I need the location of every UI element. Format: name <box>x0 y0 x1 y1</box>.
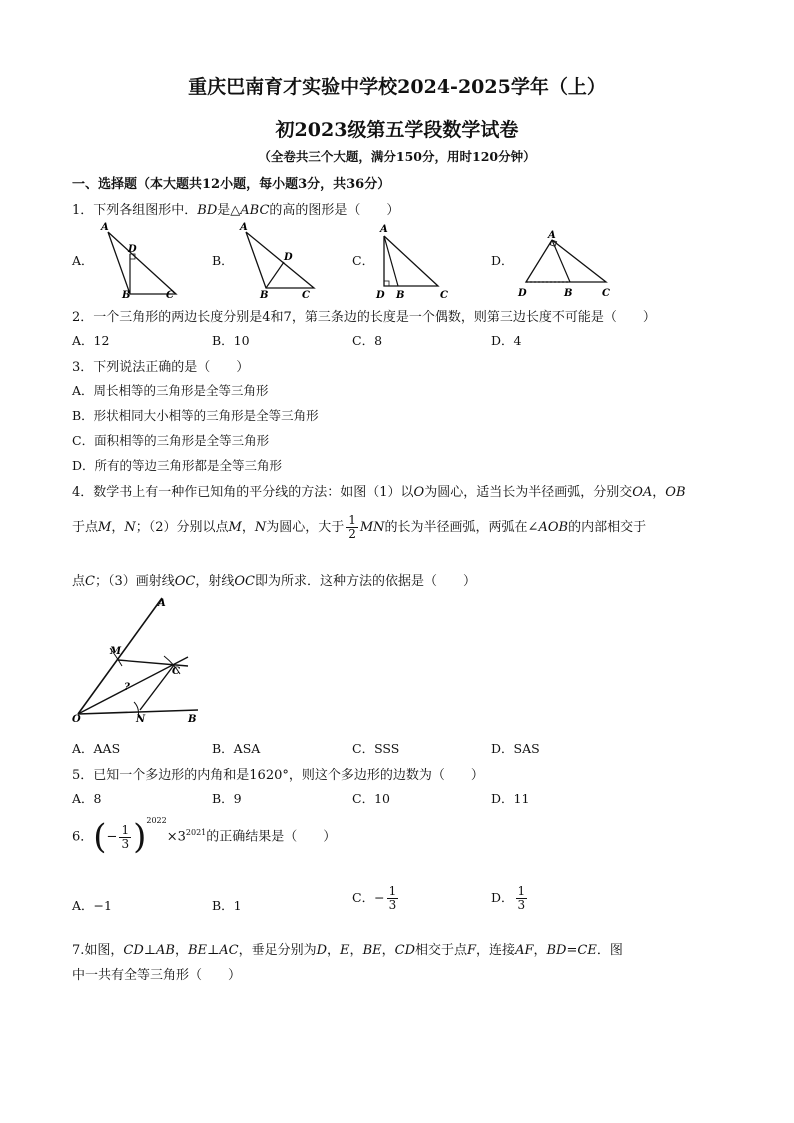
q1-figure-b <box>236 218 326 300</box>
q4-fraction <box>346 514 358 541</box>
q2-option-d: D．4 <box>491 333 522 348</box>
fig-b-label-a: A <box>240 222 248 233</box>
q1-figure-a <box>96 218 186 300</box>
q6-paren-right: ) <box>133 817 147 857</box>
q6-paren-left: ( <box>93 817 107 857</box>
page-title: 重庆巴南育才实验中学校2024-2025学年（上） <box>188 76 606 98</box>
q6-option-c-sign: − <box>374 890 385 905</box>
question-6 <box>72 817 336 857</box>
q4-fig-label-mark: ? <box>124 682 130 693</box>
q6-text: 的正确结果是（ ） <box>206 829 337 845</box>
q1-option-d: D． <box>491 253 514 268</box>
q1-figure-c <box>372 218 462 300</box>
q6-option-a: A．−1 <box>72 898 112 913</box>
q7-text: ．图 <box>596 943 623 958</box>
q7-var: BD=CE <box>546 943 597 958</box>
q4-text: ，射线 <box>195 574 235 589</box>
q7-text: 相交于点 <box>415 943 468 958</box>
q4-fig-label-a: A <box>158 598 166 609</box>
q4-text: 为圆心，适当长为半径画弧，分别交 <box>424 485 633 500</box>
question-4-line3 <box>72 570 476 589</box>
q7-text: ， <box>533 943 547 958</box>
fig-a-label-d: D <box>128 244 137 255</box>
q4-text: 点 <box>72 574 86 589</box>
q4-figure <box>68 592 213 728</box>
q6-times: ×3 <box>166 829 186 845</box>
q7-text: ， <box>174 943 188 958</box>
question-2: 2．一个三角形的两边长度分别是4和7，第三条边的长度是一个偶数，则第三边长度不可能是（ ） <box>72 310 656 325</box>
q2-option-b: B．10 <box>212 333 250 348</box>
q7-var: D <box>316 943 328 958</box>
q7-var: BE⊥AC <box>187 943 239 958</box>
q7-text: ，连接 <box>476 943 516 958</box>
q4-text: ， <box>241 520 255 535</box>
q7-text: ， <box>327 943 341 958</box>
q5-option-c: C．10 <box>352 791 390 806</box>
q7-var: CD⊥AB <box>123 943 175 958</box>
q3-option-d: D．所有的等边三角形都是全等三角形 <box>72 458 283 473</box>
q4-fig-label-o: O <box>72 714 81 725</box>
q4-text: ；（2）分别以点 <box>135 520 229 535</box>
q1-text2: 是△ <box>217 203 241 218</box>
frac-num: 1 <box>517 884 526 898</box>
q4-var: M <box>98 520 112 535</box>
frac-num: 1 <box>388 884 397 898</box>
q4-option-d: D．SAS <box>491 741 540 756</box>
q6-option-c-fraction <box>387 885 399 912</box>
q5-option-d: D．11 <box>491 791 530 806</box>
q7-text: ， <box>381 943 395 958</box>
exam-info: （全卷共三个大题，满分150分，用时120分钟） <box>258 149 536 164</box>
fig-b-label-b: B <box>260 290 269 300</box>
q6-option-c-label: C． <box>352 890 375 905</box>
q4-var: OC <box>174 574 196 589</box>
question-4-line2 <box>72 514 646 541</box>
q7-var: BE <box>362 943 382 958</box>
question-7-line2: 中一共有全等三角形（ ） <box>72 968 242 983</box>
question-4-line1 <box>72 481 686 500</box>
fig-c-label-c: C <box>440 290 448 300</box>
q1-var-abc: ABC <box>240 203 270 218</box>
q4-var: AOB <box>538 520 569 535</box>
q1-figure-d <box>512 226 617 300</box>
q4-var: N <box>254 520 267 535</box>
q4-text: 于点 <box>72 520 99 535</box>
q4-var: OB <box>665 485 686 500</box>
q7-var: E <box>340 943 350 958</box>
fig-c-label-b: B <box>396 290 405 300</box>
q4-text: 即为所求．这种方法的依据是（ ） <box>254 574 476 589</box>
fig-c-label-d: D <box>376 290 385 300</box>
question-7-line1 <box>72 939 623 958</box>
fig-d-label-a: A <box>548 230 556 241</box>
q4-text: ；（3）画射线 <box>94 574 175 589</box>
fig-a-label-b: B <box>122 290 131 300</box>
fig-b-label-c: C <box>302 290 310 300</box>
fig-d-label-c: C <box>602 288 610 299</box>
q1-option-c: C． <box>352 253 375 268</box>
q1-var-bd: BD <box>197 203 218 218</box>
frac-den: 3 <box>388 898 397 912</box>
q7-var: F <box>467 943 477 958</box>
frac-den: 3 <box>121 836 130 851</box>
q2-option-c: C．8 <box>352 333 383 348</box>
q4-text: 为圆心，大于 <box>266 520 345 535</box>
q4-var: OC <box>234 574 255 589</box>
section-heading: 一、选择题（本大题共12小题，每小题3分，共36分） <box>72 177 391 192</box>
q4-var: C <box>85 574 95 589</box>
q4-var: M <box>228 520 242 535</box>
page-title-line2: 初2023级第五学段数学试卷 <box>275 119 519 141</box>
fig-b-label-d: D <box>284 252 293 263</box>
q7-text: ，垂足分别为 <box>238 943 317 958</box>
q6-option-b: B．1 <box>212 898 242 913</box>
q4-text: 4．数学书上有一种作已知角的平分线的方法：如图（1）以 <box>72 485 414 500</box>
q3-option-c: C．面积相等的三角形是全等三角形 <box>72 433 270 448</box>
q4-text: 的长为半径画弧，两弧在∠ <box>384 520 539 535</box>
q6-number: 6． <box>72 829 94 845</box>
q4-text: ， <box>652 485 666 500</box>
question-5: 5．已知一个多边形的内角和是1620°，则这个多边形的边数为（ ） <box>72 768 484 783</box>
q4-option-b: B．ASA <box>212 741 261 756</box>
frac-den: 2 <box>348 527 356 541</box>
frac-num: 1 <box>121 822 130 837</box>
q6-option-d-fraction <box>516 885 528 912</box>
frac-den: 3 <box>517 898 526 912</box>
q4-var: O <box>413 485 425 500</box>
q5-option-a: A．8 <box>72 791 102 806</box>
frac-num: 1 <box>348 513 356 527</box>
q4-fig-label-m: M <box>110 646 122 657</box>
q6-minus: − <box>106 829 118 845</box>
q4-fig-label-b: B <box>188 714 197 725</box>
fig-d-label-d: D <box>518 288 527 299</box>
q6-option-c <box>352 885 400 912</box>
fig-c-label-a: A <box>380 224 388 235</box>
q5-option-b: B．9 <box>212 791 242 806</box>
q6-option-d <box>491 885 529 912</box>
q4-text: 的内部相交于 <box>568 520 647 535</box>
q6-fraction <box>119 824 131 851</box>
question-3: 3．下列说法正确的是（ ） <box>72 360 250 375</box>
q4-fig-label-c: C <box>172 666 180 677</box>
q7-text: ， <box>349 943 363 958</box>
q7-var: AF <box>515 943 534 958</box>
q4-text: ， <box>111 520 125 535</box>
q6-exponent-2: 2021 <box>185 828 207 838</box>
q6-option-d-label: D． <box>491 890 514 905</box>
q4-option-c: C．SSS <box>352 741 400 756</box>
q3-option-b: B．形状相同大小相等的三角形是全等三角形 <box>72 408 319 423</box>
q1-option-a: A． <box>72 253 94 268</box>
q4-fig-label-n: N <box>136 714 146 725</box>
fig-d-label-b: B <box>564 288 573 299</box>
q1-option-b: B． <box>212 253 234 268</box>
q2-option-a: A．12 <box>72 333 110 348</box>
q3-option-a: A．周长相等的三角形是全等三角形 <box>72 383 269 398</box>
q6-exponent-1: 2022 <box>146 816 167 826</box>
q7-text: 7.如图， <box>72 943 124 958</box>
q4-var: OA <box>632 485 653 500</box>
q4-var: N <box>124 520 136 535</box>
fig-a-label-c: C <box>166 290 174 300</box>
q1-text3: 的高的图形是（ ） <box>269 203 400 218</box>
q4-option-a: A．AAS <box>72 741 121 756</box>
q4-var: MN <box>359 520 385 535</box>
fig-a-label-a: A <box>101 222 109 233</box>
q1-text: 1．下列各组图形中． <box>72 203 198 218</box>
question-1 <box>72 199 399 218</box>
q7-var: CD <box>394 943 415 958</box>
